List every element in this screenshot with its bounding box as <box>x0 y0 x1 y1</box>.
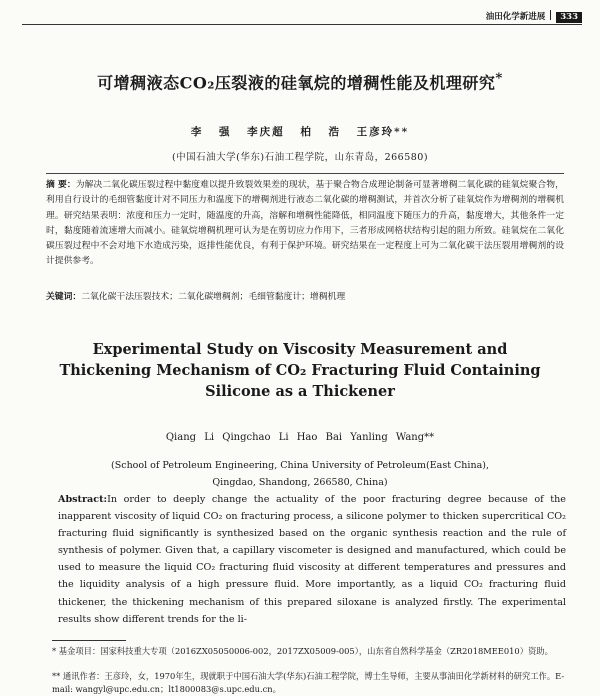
en-affiliation <box>0 457 600 491</box>
en-abstract-label: Abstract: <box>58 494 108 505</box>
cn-abstract-body: 为解决二氧化碳压裂过程中黏度难以提升致裂效果差的现状，基于聚合物合成理论制备可显著增稠二氧化碳的硅氧烷聚合物，利用自行设计的毛细管黏度计对不同压力和温度下的增稠剂进行液态二氧化碳的增稠测试，并首次分析了硅氧烷作为增稠剂的增稠机理。研究结果表明：浓度和压力一定时，随温度的升高，溶解和增稠性能降低，相同温度下随压力的升高，黏度增大，其他条件一定时，黏度随着流速增大而减小。硅氧烷增稠机理可认为是在剪切应力作用下，三者形成网格状结构引起的阻力所致。硅氧烷在二氧化碳压裂过程中不会对地下水造成污染，返排性能优良，有利于保护环境。研究结果在一定程度上可为二氧化碳干法压裂用增稠剂的设计提供参考。 <box>46 180 564 267</box>
cn-authors: 李 强 李庆超 柏 浩 王彦玲** <box>190 126 410 138</box>
cn-title <box>0 70 600 93</box>
abstract-rule <box>46 173 564 174</box>
en-title-line-2: Thickening Mechanism of CO₂ Fracturing Fluid Containing <box>59 362 541 379</box>
en-title-line-1: Experimental Study on Viscosity Measurement and <box>92 341 508 358</box>
cn-title-footnote-mark: * <box>495 70 503 86</box>
cn-keywords <box>46 290 564 304</box>
header-rule <box>22 24 582 25</box>
running-header <box>486 10 582 23</box>
footnote-rule <box>52 640 126 641</box>
cn-keywords-text: 二氧化碳干法压裂技术；二氧化碳增稠剂；毛细管黏度计；增稠机理 <box>81 292 346 302</box>
journal-name: 油田化学新进展 <box>485 12 546 22</box>
en-authors: Qiang Li Qingchao Li Hao Bai Yanling Wang** <box>165 432 435 443</box>
en-abstract-body: In order to deeply change the actuality of the poor fracturing degree because of the inapparent viscosity of liquid CO₂ on fracturing process, a silicone polymer to thicken supercritical CO₂ fracturing fluid significantly is synthesized based on the organic synthesis reaction and the rule of synthesis of polymer. Given that, a capillary viscometer is designed and manufactured, which could be used to measure the liquid CO₂ fracturing fluid viscosity at different temperatures and pressures and the liquidity analysis of a high pressure fluid. More importantly, as a liquid CO₂ fracturing fluid thickener, the thickening mechanism of this prepared siloxane is analyzed firstly. The experimental results show different trends for the li- <box>58 494 566 625</box>
en-affiliation-line-2: Qingdao, Shandong, 266580, China) <box>212 477 388 488</box>
en-abstract <box>58 491 566 628</box>
page-number: 333 <box>556 12 582 23</box>
cn-title-text: 可增稠液态CO₂压裂液的硅氧烷的增稠性能及机理研究 <box>97 73 496 93</box>
cn-abstract-label: 摘 要： <box>46 180 76 190</box>
cn-keywords-label: 关键词： <box>46 292 82 302</box>
en-title-line-3: Silicone as a Thickener <box>205 383 395 400</box>
en-affiliation-line-1: (School of Petroleum Engineering, China University of Petroleum(East China), <box>111 460 489 471</box>
header-separator <box>550 10 551 20</box>
footnote-author: ** 通讯作者：王彦玲，女，1970年生，现就职于中国石油大学(华东)石油工程学院，博士生导师，主要从事油田化学新材料的研究工作。E-mail: wangyl@upc.edu.cn；lt1800083@s.upc.edu.cn。 <box>52 671 565 694</box>
cn-abstract <box>46 178 564 270</box>
en-title <box>0 339 600 402</box>
footnote-fund: * 基金项目：国家科技重大专项（2016ZX05050006-002，2017ZX05009-005），山东省自然科学基金（ZR2018MEE010）资助。 <box>52 646 553 656</box>
cn-affiliation: (中国石油大学(华东)石油工程学院，山东青岛，266580) <box>171 152 429 163</box>
